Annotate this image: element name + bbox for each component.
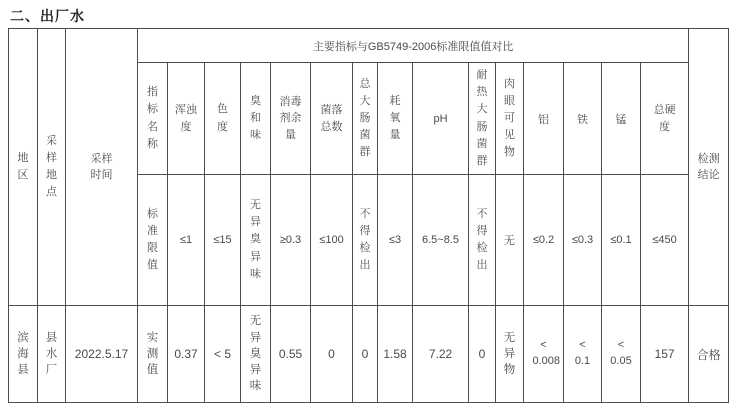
value-region: 滨海县 bbox=[9, 306, 38, 403]
water-quality-table bbox=[8, 28, 729, 403]
measured-total-bacteria-count: 0 bbox=[311, 306, 353, 403]
row-label-measured-value: 实测值 bbox=[138, 306, 168, 403]
measured-visible-matter: 无异物 bbox=[496, 306, 524, 403]
measured-manganese: < 0.05 bbox=[602, 306, 641, 403]
standard-odor-taste: 无异臭异味 bbox=[241, 175, 271, 306]
value-sampling-site: 县水厂 bbox=[38, 306, 66, 403]
measured-odor-taste: 无异臭异味 bbox=[241, 306, 271, 403]
measured-disinfectant-residual: 0.55 bbox=[271, 306, 311, 403]
measured-ph: 7.22 bbox=[413, 306, 469, 403]
header-conclusion: 检测结论 bbox=[689, 29, 729, 306]
measured-thermotolerant-coliform: 0 bbox=[469, 306, 496, 403]
section-title: 二、出厂水 bbox=[10, 8, 85, 24]
col-header-ph: pH bbox=[413, 63, 469, 175]
header-comparison-title: 主要指标与GB5749-2006标准限值值对比 bbox=[138, 29, 689, 63]
col-header-thermotolerant-coliform: 耐热大肠菌群 bbox=[469, 63, 496, 175]
col-header-disinfectant-residual: 消毒剂余量 bbox=[271, 63, 311, 175]
header-region: 地区 bbox=[9, 29, 38, 306]
measured-turbidity: 0.37 bbox=[168, 306, 205, 403]
col-header-odor-taste: 臭和味 bbox=[241, 63, 271, 175]
col-header-turbidity: 浑浊度 bbox=[168, 63, 205, 175]
col-header-visible-matter: 肉眼可见物 bbox=[496, 63, 524, 175]
standard-visible-matter: 无 bbox=[496, 175, 524, 306]
standard-oxygen-consumption: ≤3 bbox=[378, 175, 413, 306]
measured-chroma: < 5 bbox=[205, 306, 241, 403]
value-conclusion: 合格 bbox=[689, 306, 729, 403]
measured-oxygen-consumption: 1.58 bbox=[378, 306, 413, 403]
value-sampling-time: 2022.5.17 bbox=[66, 306, 138, 403]
standard-aluminum: ≤0.2 bbox=[524, 175, 564, 306]
measured-aluminum: < 0.008 bbox=[524, 306, 564, 403]
measured-total-hardness: 157 bbox=[641, 306, 689, 403]
col-header-manganese: 锰 bbox=[602, 63, 641, 175]
standard-iron: ≤0.3 bbox=[564, 175, 602, 306]
row-label-standard-limit: 标准限值 bbox=[138, 175, 168, 306]
col-header-oxygen-consumption: 耗氧量 bbox=[378, 63, 413, 175]
col-header-total-bacteria-count: 菌落总数 bbox=[311, 63, 353, 175]
col-header-aluminum: 铝 bbox=[524, 63, 564, 175]
measured-iron: < 0.1 bbox=[564, 306, 602, 403]
standard-total-hardness: ≤450 bbox=[641, 175, 689, 306]
header-sampling-time: 采样时间 bbox=[66, 29, 138, 306]
col-header-iron: 铁 bbox=[564, 63, 602, 175]
standard-disinfectant-residual: ≥0.3 bbox=[271, 175, 311, 306]
col-header-chroma: 色度 bbox=[205, 63, 241, 175]
header-sampling-site: 采样地点 bbox=[38, 29, 66, 306]
standard-total-coliform: 不得检出 bbox=[353, 175, 378, 306]
standard-total-bacteria-count: ≤100 bbox=[311, 175, 353, 306]
standard-ph: 6.5~8.5 bbox=[413, 175, 469, 306]
standard-chroma: ≤15 bbox=[205, 175, 241, 306]
col-header-total-coliform: 总大肠菌群 bbox=[353, 63, 378, 175]
standard-turbidity: ≤1 bbox=[168, 175, 205, 306]
measured-total-coliform: 0 bbox=[353, 306, 378, 403]
col-header-total-hardness: 总硬度 bbox=[641, 63, 689, 175]
standard-thermotolerant-coliform: 不得检出 bbox=[469, 175, 496, 306]
standard-manganese: ≤0.1 bbox=[602, 175, 641, 306]
col-header-indicator-name: 指标名称 bbox=[138, 63, 168, 175]
